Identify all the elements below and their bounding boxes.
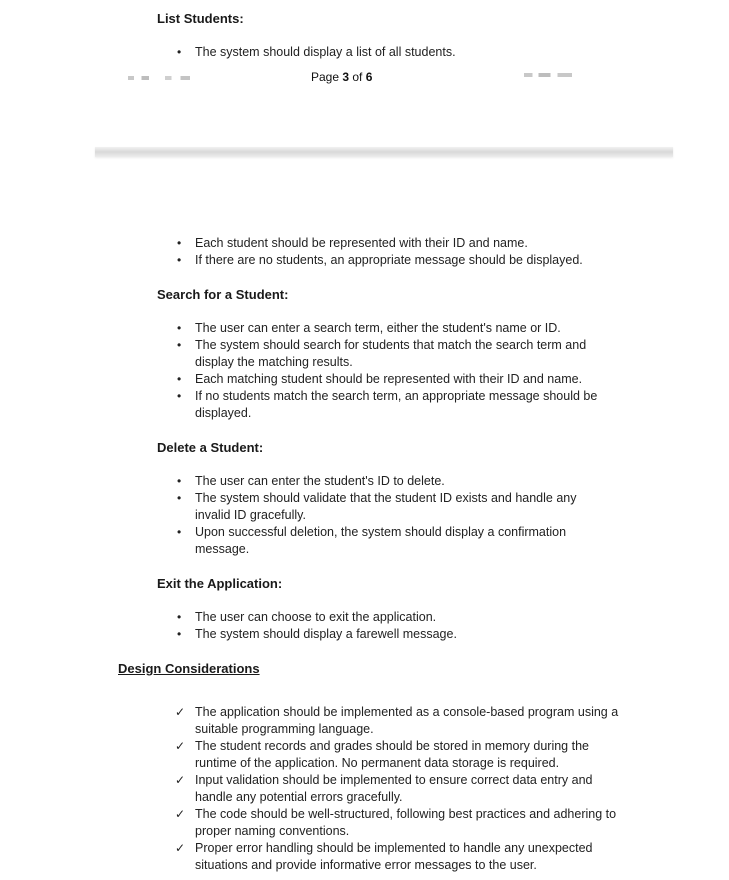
list-item xyxy=(157,704,627,738)
total-pages: 6 xyxy=(365,70,373,84)
list-item-text: The code should be well-structured, following best practices and adhering to proper naming conventions. xyxy=(195,807,617,838)
bullet-icon: • xyxy=(177,389,182,403)
list-item xyxy=(157,738,627,772)
list-item-text: If there are no students, an appropriate message should be displayed. xyxy=(195,253,583,267)
list-item-text: Input validation should be implemented to ensure correct data entry and handle any potential errors gracefully. xyxy=(195,773,593,804)
bullet-icon: • xyxy=(177,45,182,59)
bullet-icon: • xyxy=(177,321,182,335)
search-student-list xyxy=(157,320,607,422)
list-item-text: Upon successful deletion, the system should display a confirmation message. xyxy=(195,525,567,556)
bullet-icon: • xyxy=(177,253,182,267)
list-item xyxy=(157,252,607,269)
list-item xyxy=(157,473,607,490)
list-item xyxy=(157,840,627,874)
footer-right-smudge xyxy=(524,73,572,77)
design-considerations-list xyxy=(157,704,627,874)
delete-student-heading: Delete a Student: xyxy=(157,440,264,455)
list-students-list xyxy=(157,44,607,61)
check-icon: ✓ xyxy=(175,739,186,753)
exit-app-list xyxy=(157,609,607,643)
bullet-icon: • xyxy=(177,236,182,250)
bullet-icon: • xyxy=(177,627,182,641)
delete-student-list xyxy=(157,473,607,558)
list-item xyxy=(157,235,607,252)
list-item-text: The system should search for students that match the search term and display the matching results. xyxy=(195,338,587,369)
list-students-heading: List Students: xyxy=(157,11,244,26)
bullet-icon: • xyxy=(177,474,182,488)
list-item xyxy=(157,524,607,558)
list-item xyxy=(157,609,607,626)
list-item xyxy=(157,388,607,422)
list-item-text: The system should validate that the student ID exists and handle any invalid ID gracefully. xyxy=(195,491,577,522)
list-item xyxy=(157,490,607,524)
list-item-text: The user can choose to exit the application. xyxy=(195,610,437,624)
page-break xyxy=(95,147,673,157)
list-item xyxy=(157,371,607,388)
check-icon: ✓ xyxy=(175,773,186,787)
list-item-text: The user can enter the student's ID to delete. xyxy=(195,474,445,488)
search-student-heading: Search for a Student: xyxy=(157,287,289,302)
list-item xyxy=(157,626,607,643)
bullet-icon: • xyxy=(177,491,182,505)
list-item-text: Each matching student should be represented with their ID and name. xyxy=(195,372,583,386)
list-item xyxy=(157,337,607,371)
list-item-text: Each student should be represented with their ID and name. xyxy=(195,236,528,250)
page-of: of xyxy=(349,70,366,84)
list-students-continued xyxy=(157,235,607,269)
footer-left-smudge xyxy=(128,76,190,80)
list-item-text: The application should be implemented as a console-based program using a suitable programming language. xyxy=(195,705,619,736)
check-icon: ✓ xyxy=(175,841,186,855)
exit-app-heading: Exit the Application: xyxy=(157,576,283,591)
check-icon: ✓ xyxy=(175,807,186,821)
list-item xyxy=(157,772,627,806)
list-item-text: The student records and grades should be stored in memory during the runtime of the application. No permanent data storage is required. xyxy=(195,739,589,770)
bullet-icon: • xyxy=(177,372,182,386)
list-item-text: If no students match the search term, an appropriate message should be displayed. xyxy=(195,389,598,420)
list-item-text: The system should display a list of all students. xyxy=(195,45,456,59)
page-footer xyxy=(0,70,729,86)
list-item-text: Proper error handling should be implemented to handle any unexpected situations and provide informative error messages to the user. xyxy=(195,841,593,872)
list-item xyxy=(157,806,627,840)
current-page: 3 xyxy=(342,70,350,84)
list-item-text: The system should display a farewell message. xyxy=(195,627,457,641)
list-item xyxy=(157,320,607,337)
list-item-text: The user can enter a search term, either the student's name or ID. xyxy=(195,321,561,335)
list-item xyxy=(157,44,607,61)
bullet-icon: • xyxy=(177,338,182,352)
design-considerations-heading: Design Considerations xyxy=(118,661,260,676)
bullet-icon: • xyxy=(177,525,182,539)
bullet-icon: • xyxy=(177,610,182,624)
page-number xyxy=(311,70,372,84)
page-prefix: Page xyxy=(311,70,343,84)
check-icon: ✓ xyxy=(175,705,186,719)
